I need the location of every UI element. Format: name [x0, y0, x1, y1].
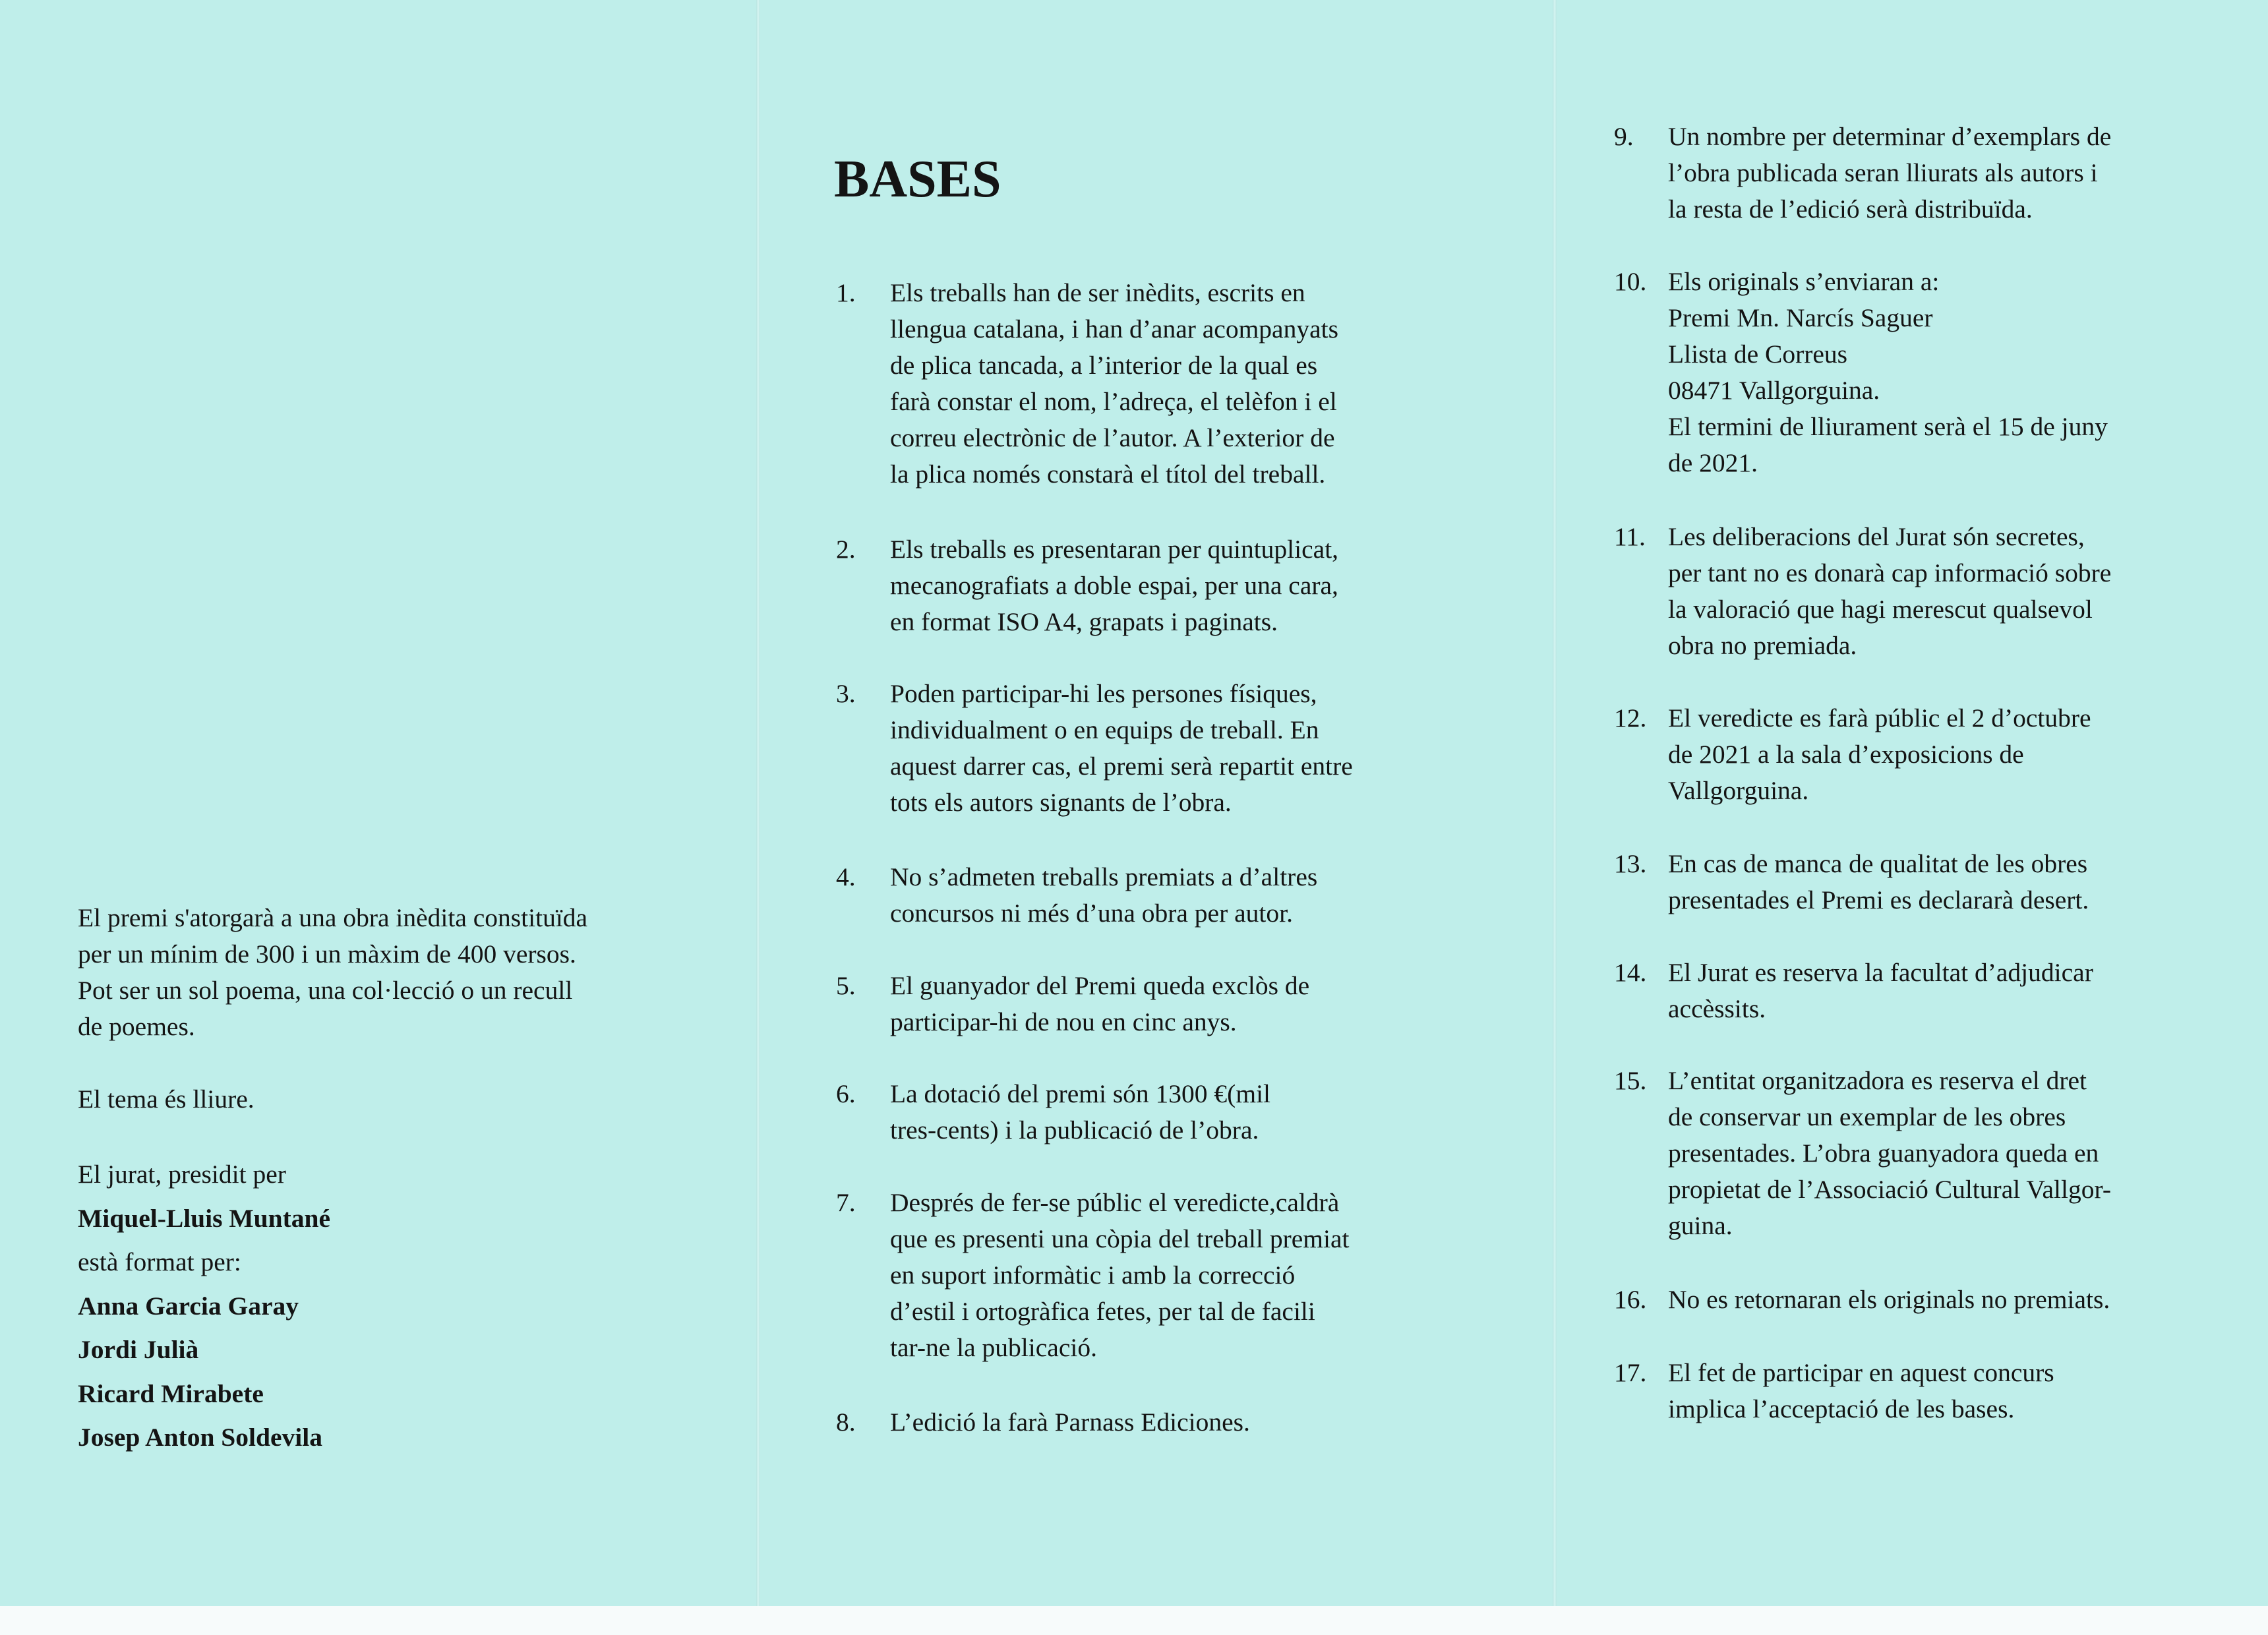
fold-line-left — [756, 0, 760, 1635]
rule-number: 7. — [836, 1188, 856, 1217]
rule-number: 8. — [836, 1408, 856, 1437]
jury-section — [78, 1152, 711, 1460]
rule-text: Els treballs es presentaran per quintuplicat, mecanografiats a doble espai, per una cara, en format ISO A4, grapats i paginats. — [890, 535, 1339, 636]
rule-item — [836, 1076, 1483, 1148]
rule-number: 1. — [836, 278, 856, 307]
rule-item — [1614, 1282, 2255, 1318]
rule-text: En cas de manca de qualitat de les obres presentades el Premi es declararà desert. — [1668, 849, 2089, 914]
rule-number: 12. — [1614, 703, 1647, 732]
rule-number: 17. — [1614, 1358, 1647, 1387]
rule-text: Les deliberacions del Jurat són secretes, per tant no es donarà cap informació sobre la valoració que hagi merescut qualsevol obra no premiada. — [1668, 522, 2112, 660]
page-edge — [0, 1606, 2268, 1635]
rule-item — [1614, 846, 2255, 918]
rule-number: 3. — [836, 679, 856, 708]
intro-line: Pot ser un sol poema, una col·lecció o un recull — [78, 976, 573, 1005]
rule-number: 5. — [836, 971, 856, 1000]
rule-item — [1614, 1355, 2255, 1427]
rule-number: 9. — [1614, 122, 1634, 151]
rule-item — [836, 1404, 1483, 1441]
rule-item — [1614, 519, 2255, 664]
rule-text: Un nombre per determinar d’exemplars de l’obra publicada seran lliurats als autors i la resta de l’edició serà distribuïda. — [1668, 122, 2112, 223]
rule-number: 15. — [1614, 1066, 1647, 1095]
rule-number: 13. — [1614, 849, 1647, 878]
intro-line: El premi s'atorgarà a una obra inèdita constituïda — [78, 903, 588, 932]
rule-text: Poden participar-hi les persones físiques, individualment o en equips de treball. En aquest darrer cas, el premi serà repartit entre tots els autors signants de l’obra. — [890, 679, 1353, 817]
rule-text: L’edició la farà Parnass Ediciones. — [890, 1408, 1250, 1437]
jury-president: Miquel-Lluis Muntané — [78, 1203, 330, 1233]
intro-line: per un mínim de 300 i un màxim de 400 versos. — [78, 939, 576, 968]
rule-text: No s’admeten treballs premiats a d’altres concursos ni més d’una obra per autor. — [890, 862, 1318, 928]
rule-number: 11. — [1614, 522, 1646, 551]
jury-member: Josep Anton Soldevila — [78, 1423, 322, 1452]
jury-member: Jordi Julià — [78, 1335, 199, 1364]
rule-number: 2. — [836, 535, 856, 564]
rule-number: 6. — [836, 1079, 856, 1108]
rule-item — [836, 676, 1483, 821]
rule-text: No es retornaran els originals no premiats. — [1668, 1285, 2110, 1314]
rule-number: 16. — [1614, 1285, 1647, 1314]
rule-number: 10. — [1614, 267, 1647, 296]
rule-item — [836, 1185, 1483, 1366]
rule-text: L’entitat organitzadora es reserva el dret de conservar un exemplar de les obres presentades. L’obra guanyadora queda en propietat de l’Associació Cultural Vallgor- guina. — [1668, 1066, 2112, 1240]
jury-intro: El jurat, presidit per — [78, 1160, 286, 1189]
rule-item — [836, 275, 1483, 492]
rule-text: El Jurat es reserva la facultat d’adjudicar accèssits. — [1668, 958, 2093, 1023]
rule-text: Després de fer-se públic el veredicte,caldrà que es presenti una còpia del treball premiat en suport informàtic i amb la correcció d’estil i ortogràfica fetes, per tal de facili tar-ne la publicació. — [890, 1188, 1350, 1362]
rule-item — [1614, 700, 2255, 809]
rule-text: El veredicte es farà públic el 2 d’octubre de 2021 a la sala d’exposicions de Vallgorguina. — [1668, 703, 2091, 805]
intro-line: de poemes. — [78, 1012, 195, 1041]
prize-description — [78, 900, 711, 1117]
rule-item — [836, 968, 1483, 1040]
rule-item — [836, 531, 1483, 640]
rule-text: Els treballs han de ser inèdits, escrits en llengua catalana, i han d’anar acompanyats de plica tancada, a l’interior de la qual es farà constar el nom, l’adreça, el telèfon i el correu electrònic de l’autor. A l’exterior de la plica només constarà el títol del treball. — [890, 278, 1338, 489]
rule-text: La dotació del premi són 1300 €(mil tres-cents) i la publicació de l’obra. — [890, 1079, 1271, 1144]
rule-text: Els originals s’enviaran a: Premi Mn. Narcís Saguer Llista de Correus 08471 Vallgorguina. El termini de lliurament serà el 15 de juny de 2021. — [1668, 267, 2108, 477]
rule-item — [1614, 264, 2255, 481]
rule-item — [1614, 955, 2255, 1027]
fold-line-right — [1553, 0, 1557, 1635]
rule-number: 14. — [1614, 958, 1647, 987]
theme-text: El tema és lliure. — [78, 1085, 254, 1114]
rule-text: El fet de participar en aquest concurs implica l’acceptació de les bases. — [1668, 1358, 2054, 1423]
rule-item — [836, 859, 1483, 932]
rule-item — [1614, 119, 2255, 227]
bases-title: BASES — [834, 150, 1001, 208]
jury-formed-by: està format per: — [78, 1247, 241, 1276]
rule-item — [1614, 1063, 2255, 1244]
jury-member: Ricard Mirabete — [78, 1379, 264, 1408]
rule-text: El guanyador del Premi queda exclòs de participar-hi de nou en cinc anys. — [890, 971, 1310, 1036]
jury-member: Anna Garcia Garay — [78, 1291, 299, 1321]
rule-number: 4. — [836, 862, 856, 891]
